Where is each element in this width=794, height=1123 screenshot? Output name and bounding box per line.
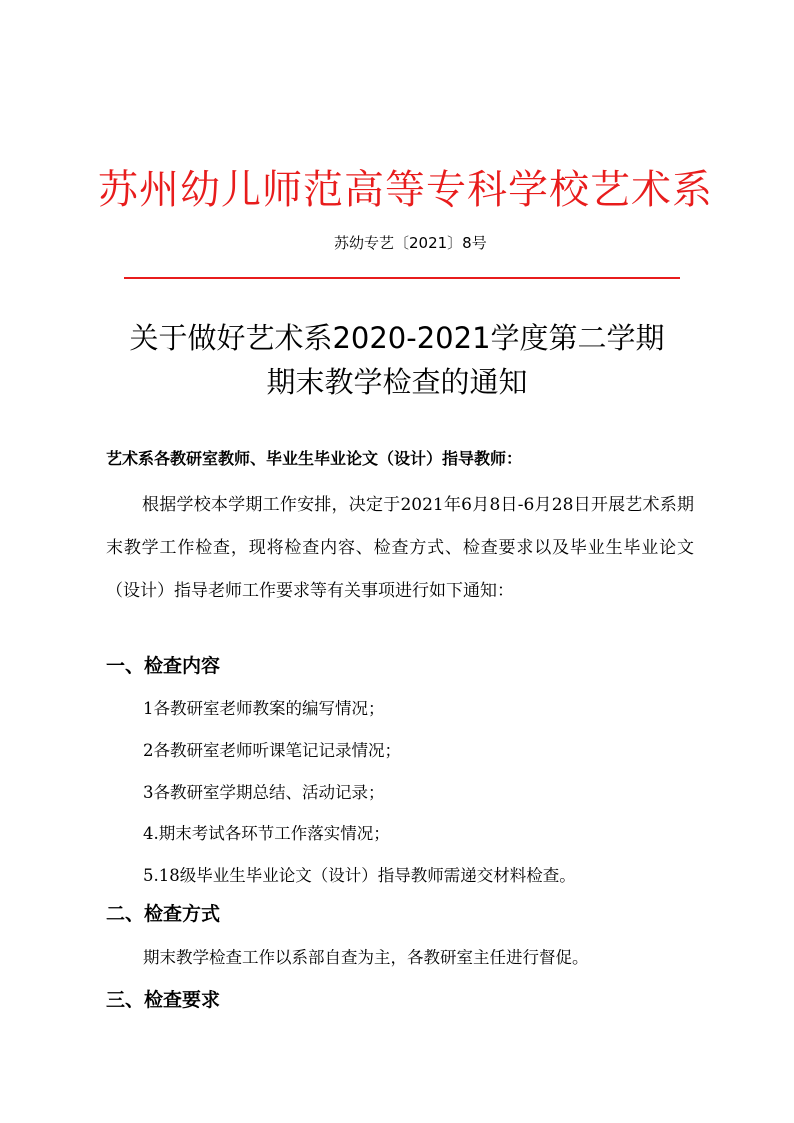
list-item: 5.18级毕业生毕业论文（设计）指导教师需递交材料检查。	[143, 866, 576, 885]
section-heading-inspection-requirements: 三、检查要求	[106, 989, 221, 1011]
inspection-method-text: 期末教学检查工作以系部自查为主，各教研室主任进行督促。	[143, 948, 589, 967]
list-item: 3各教研室学期总结、活动记录；	[143, 783, 385, 802]
issuing-organization-header: 苏州幼儿师范高等专科学校艺术系	[98, 167, 713, 213]
section-heading-inspection-method: 二、检查方式	[106, 903, 221, 925]
header-divider-line	[124, 277, 680, 279]
intro-paragraph: 根据学校本学期工作安排，决定于2021年6月8日-6月28日开展艺术系期末教学工作检查，现将检查内容、检查方式、检查要求以及毕业生毕业论文（设计）指导老师工作要求等有关事项进行如下通知：	[106, 495, 694, 601]
document-number: 苏幼专艺〔2021〕8号	[334, 234, 487, 252]
section-heading-inspection-content: 一、检查内容	[106, 655, 221, 677]
document-title-line-2: 期末教学检查的通知	[266, 365, 528, 399]
document-title-line-1: 关于做好艺术系2020-2021学度第二学期	[129, 321, 665, 355]
salutation: 艺术系各教研室教师、毕业生毕业论文（设计）指导教师：	[106, 449, 523, 468]
list-item: 4.期末考试各环节工作落实情况；	[143, 824, 390, 843]
list-item: 1各教研室老师教案的编写情况；	[143, 699, 385, 718]
list-item: 2各教研室老师听课笔记记录情况；	[143, 741, 401, 760]
